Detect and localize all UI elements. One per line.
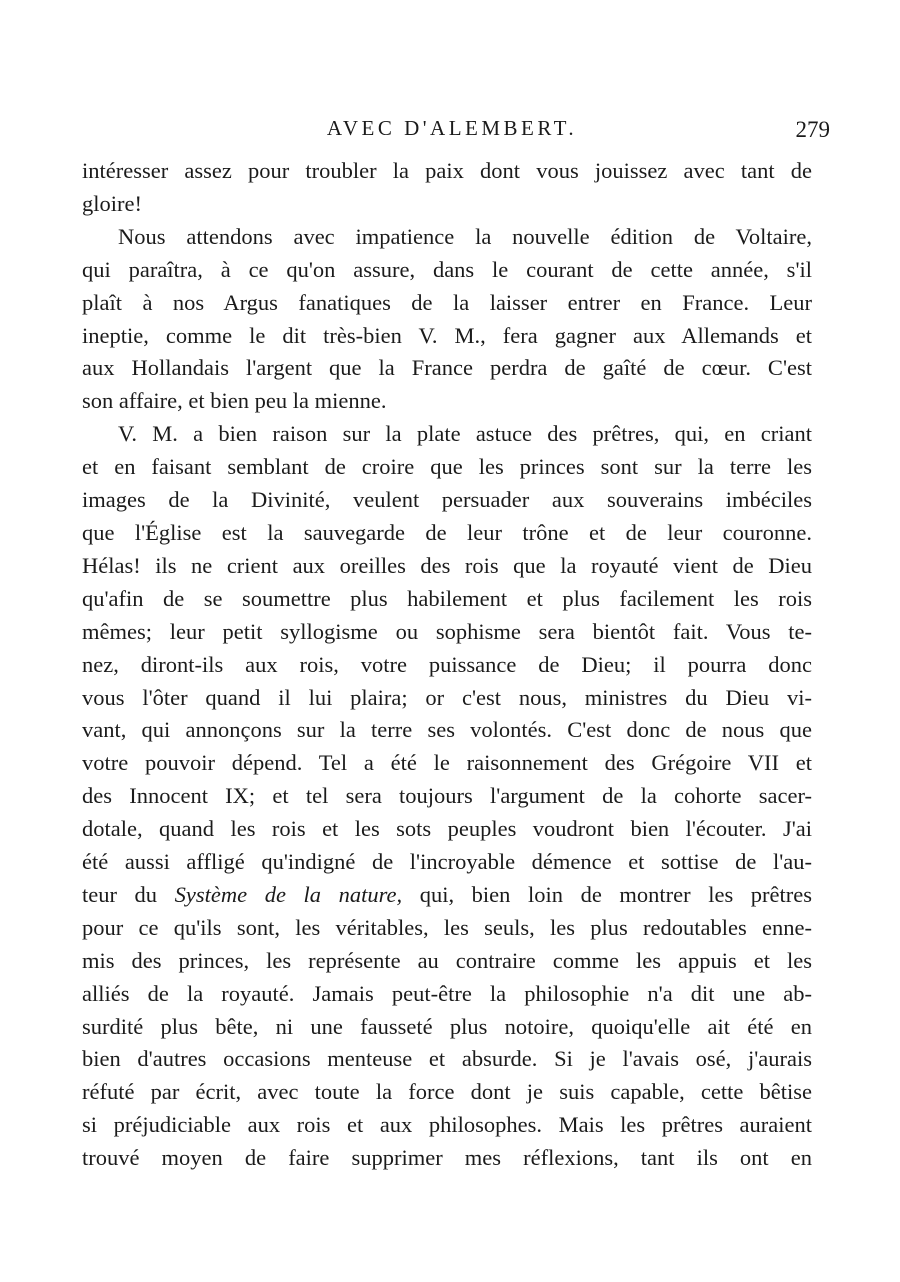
- text-line: des Innocent IX; et tel sera toujours l'argument de la cohorte sacer-: [82, 783, 812, 809]
- book-title-italic: Système de la nature,: [174, 881, 403, 907]
- text-line: ineptie, comme le dit très-bien V. M., fera gagner aux Allemands et: [82, 322, 812, 348]
- text-line: été aussi affligé qu'indigné de l'incroyable démence et sottise de l'au-: [82, 849, 812, 875]
- text-line: plaît à nos Argus fanatiques de la laisser entrer en France. Leur: [82, 289, 812, 315]
- text-line: V. M. a bien raison sur la plate astuce des prêtres, qui, en criant: [118, 421, 812, 447]
- text-line: qui paraîtra, à ce qu'on assure, dans le courant de cette année, s'il: [82, 256, 812, 282]
- text-line: dotale, quand les rois et les sots peuples voudront bien l'écouter. J'ai: [82, 816, 812, 842]
- text-line: Hélas! ils ne crient aux oreilles des rois que la royauté vient de Dieu: [82, 552, 812, 578]
- text-line: surdité plus bête, ni une fausseté plus notoire, quoiqu'elle ait été en: [82, 1013, 812, 1039]
- text-line: vous l'ôter quand il lui plaira; or c'est nous, ministres du Dieu vi-: [82, 684, 812, 710]
- text-line: gloire!: [82, 190, 142, 216]
- running-title: AVEC D'ALEMBERT.: [326, 116, 578, 140]
- text-line: trouvé moyen de faire supprimer mes réflexions, tant ils ont en: [82, 1145, 812, 1171]
- text-line: et en faisant semblant de croire que les princes sont sur la terre les: [82, 454, 812, 480]
- text-line: réfuté par écrit, avec toute la force dont je suis capable, cette bêtise: [82, 1079, 812, 1105]
- text-line: nez, diront-ils aux rois, votre puissance de Dieu; il pourra donc: [82, 651, 812, 677]
- text-line: Nous attendons avec impatience la nouvelle édition de Voltaire,: [118, 223, 812, 249]
- body-text: [82, 155, 812, 1175]
- page-number: 279: [795, 117, 830, 142]
- text-line: mis des princes, les représente au contraire comme les appuis et les: [82, 947, 812, 973]
- text-line: [82, 879, 812, 912]
- text-line: votre pouvoir dépend. Tel a été le raisonnement des Grégoire VII et: [82, 750, 812, 776]
- text-line: mêmes; leur petit syllogisme ou sophisme sera bientôt fait. Vous te-: [82, 618, 812, 644]
- text-line: images de la Divinité, veulent persuader aux souverains imbéciles: [82, 487, 812, 513]
- text-line: vant, qui annonçons sur la terre ses volontés. C'est donc de nous que: [82, 717, 812, 743]
- text-line: que l'Église est la sauvegarde de leur trône et de leur couronne.: [82, 519, 812, 545]
- text-line: son affaire, et bien peu la mienne.: [82, 388, 387, 414]
- running-head: [82, 113, 830, 143]
- text-line-start: teur du: [82, 881, 175, 907]
- text-line: pour ce qu'ils sont, les véritables, les seuls, les plus redoutables enne-: [82, 914, 812, 940]
- text-line: si préjudiciable aux rois et aux philosophes. Mais les prêtres auraient: [82, 1112, 812, 1138]
- text-line: intéresser assez pour troubler la paix dont vous jouissez avec tant de: [82, 158, 812, 183]
- text-line: aux Hollandais l'argent que la France perdra de gaîté de cœur. C'est: [82, 355, 812, 381]
- text-line: bien d'autres occasions menteuse et absurde. Si je l'avais osé, j'aurais: [82, 1046, 812, 1072]
- text-line: alliés de la royauté. Jamais peut-être la philosophie n'a dit une ab-: [82, 980, 812, 1006]
- text-line-end: qui, bien loin de montrer les prêtres: [402, 881, 812, 907]
- text-line: qu'afin de se soumettre plus habilement et plus facilement les rois: [82, 585, 812, 611]
